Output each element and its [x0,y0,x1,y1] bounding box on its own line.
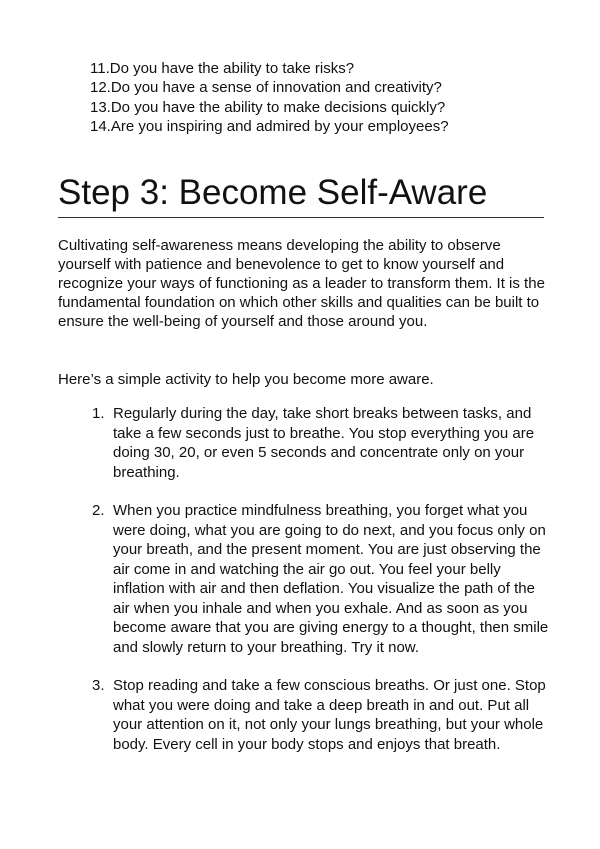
question-item: 14.Are you inspiring and admired by your employees? [90,117,449,135]
step-number: 3. [92,677,105,694]
activity-step [92,404,552,482]
step-text: Regularly during the day, take short breaks between tasks, and take a few seconds just to breathe. You stop everything you are doing 30, 20, or even 5 seconds and concentrate only on your breathing. [113,405,535,481]
step-number: 1. [92,405,105,422]
activity-step [92,501,552,657]
question-item: 13.Do you have the ability to make decisions quickly? [90,98,446,116]
activity-steps-list [92,404,552,773]
question-item: 12.Do you have a sense of innovation and creativity? [90,79,442,97]
intro-paragraph: Cultivating self-awareness means developing the ability to observe yourself with patience and benevolence to get to know yourself and recognize your ways of functioning as a leader to transform them. It is the fundamental foundation on which other skills and qualities can be built to ensure the well-being of yourself and those around you. [58,237,545,330]
activity-intro: Here’s a simple activity to help you become more aware. [58,371,434,388]
step-text: When you practice mindfulness breathing, you forget what you were doing, what you are going to do next, and you focus only on your breath, and the present moment. You are just observing the air come in and watching the air go out. You feel your belly inflation with air and then deflation. You visualize the path of the air when you inhale and when you exhale. And as soon as you become aware that you are giving energy to a thought, then smile and slowly return to your breathing. Try it now. [113,502,549,656]
step-number: 2. [92,502,105,519]
step-text: Stop reading and take a few conscious breaths. Or just one. Stop what you were doing and take a deep breath in and out. Put all your attention on it, not only your lungs breathing, but your whole body. Every cell in your body stops and enjoys that breath. [113,677,546,753]
activity-step [92,676,552,754]
question-item: 11.Do you have the ability to take risks? [90,60,355,77]
section-heading: Step 3: Become Self-Aware [58,172,544,218]
question-list [90,59,449,136]
